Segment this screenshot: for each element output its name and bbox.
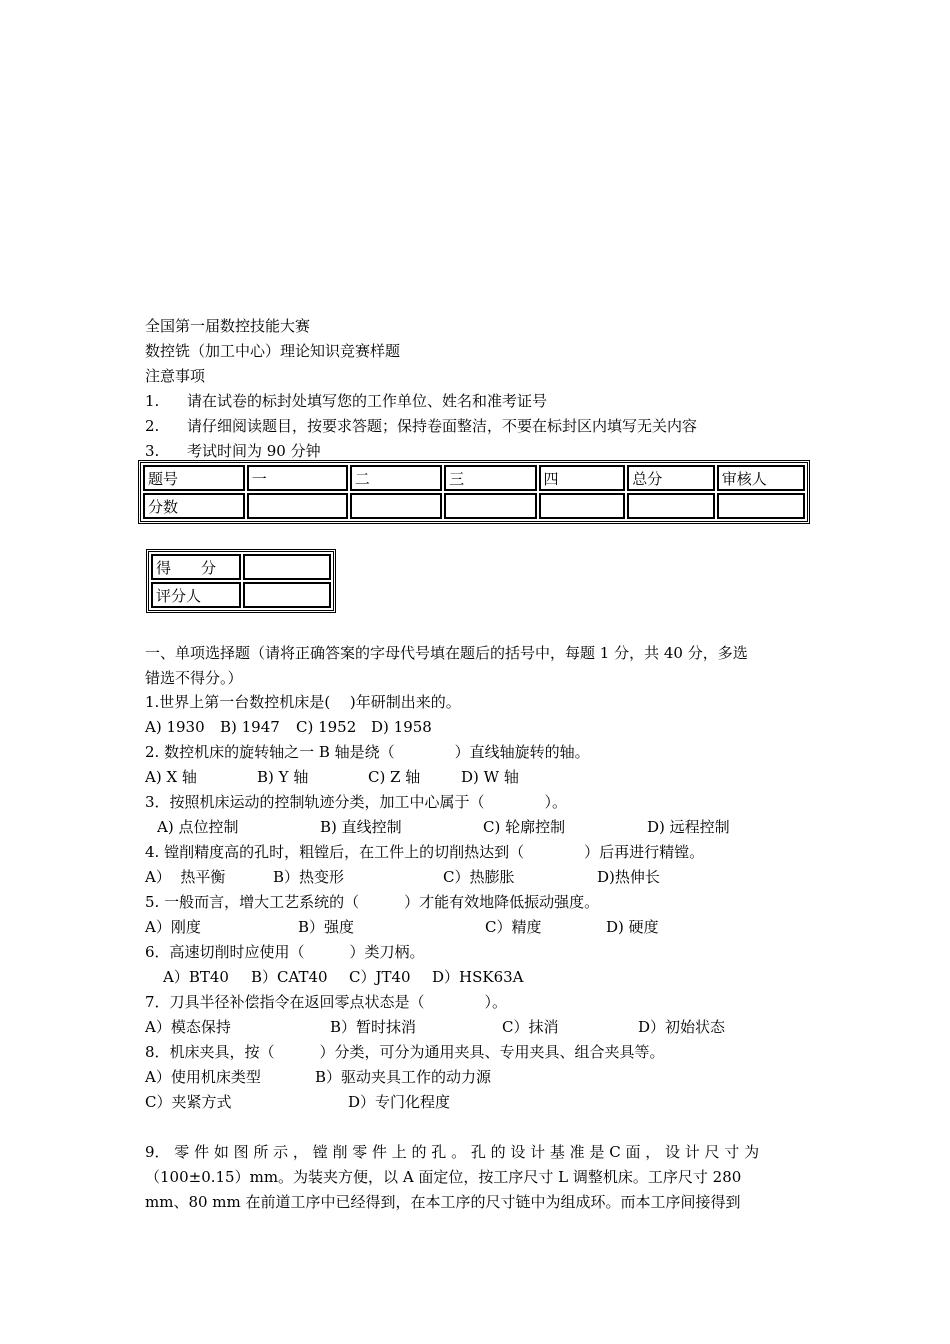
q7-option-b: B）暂时抹消 — [330, 1018, 417, 1036]
score-input-cell[interactable] — [627, 493, 714, 519]
score-table-header-row — [143, 465, 805, 491]
notice-text: 考试时间为 90 分钟 — [187, 442, 321, 460]
question-9-line: 9． 零 件 如 图 所 示 ， 镗 削 零 件 上 的 孔 。 孔 的 设 计 基 准 是 C 面 ， 设 计 尺 寸 为 — [145, 1143, 760, 1161]
q6-option-a: A）BT40 — [163, 968, 229, 986]
grader-score-row — [151, 554, 331, 580]
q4-option-d: D)热伸长 — [597, 868, 660, 886]
q8-option-b: B）驱动夹具工作的动力源 — [315, 1068, 492, 1086]
q2-option-d: D) W 轴 — [461, 768, 519, 786]
notice-item — [145, 441, 321, 461]
q6-option-b: B）CAT40 — [251, 968, 328, 986]
score-header-cell: 审核人 — [717, 465, 805, 491]
score-table — [138, 460, 810, 524]
q4-option-a: A） 热平衡 — [145, 868, 226, 886]
section1-heading-cont: 错选不得分。） — [145, 669, 243, 687]
q5-option-d: D) 硬度 — [606, 918, 659, 936]
q8-option-d: D）专门化程度 — [348, 1093, 451, 1111]
section1-heading: 一、单项选择题（请将正确答案的字母代号填在题后的括号中，每题 1 分，共 40 分，多选 — [145, 644, 748, 662]
score-header-cell: 总分 — [627, 465, 714, 491]
question-2: 2. 数控机床的旋转轴之一 B 轴是绕（ ）直线轴旋转的轴。 — [145, 743, 590, 761]
score-input-cell[interactable] — [444, 493, 536, 519]
grader-table — [146, 549, 336, 613]
q6-option-c: C）JT40 — [349, 968, 411, 986]
q8-option-c: C）夹紧方式 — [145, 1093, 232, 1111]
grader-name-row — [151, 582, 331, 608]
question-8: 8．机床夹具，按（ ）分类，可分为通用夹具、专用夹具、组合夹具等。 — [145, 1043, 665, 1061]
q3-option-a: A) 点位控制 — [157, 818, 239, 836]
q3-option-b: B) 直线控制 — [320, 818, 402, 836]
score-input-cell[interactable] — [539, 493, 626, 519]
question-6: 6．高速切削时应使用（ ）类刀柄。 — [145, 943, 425, 961]
score-header-cell: 题号 — [143, 465, 245, 491]
notice-number: 1. — [145, 392, 160, 410]
score-header-cell: 三 — [444, 465, 536, 491]
q1-option-c: C) 1952 — [296, 718, 357, 736]
notice-heading: 注意事项 — [145, 367, 206, 385]
q7-option-d: D）初始状态 — [638, 1018, 726, 1036]
q2-option-a: A) X 轴 — [145, 768, 197, 786]
q1-option-b: B) 1947 — [220, 718, 280, 736]
question-3: 3．按照机床运动的控制轨迹分类，加工中心属于（ ）。 — [145, 793, 568, 811]
notice-text: 请在试卷的标封处填写您的工作单位、姓名和准考证号 — [187, 392, 548, 410]
score-row-label: 分数 — [143, 493, 245, 519]
score-input-cell[interactable] — [247, 493, 348, 519]
q5-option-c: C）精度 — [485, 918, 542, 936]
notice-text: 请仔细阅读题目，按要求答题；保持卷面整洁，不要在标封区内填写无关内容 — [187, 417, 698, 435]
notice-item — [145, 391, 547, 411]
q4-option-b: B）热变形 — [273, 868, 345, 886]
question-9-line: mm、80 mm 在前道工序中已经得到，在本工序的尺寸链中为组成环。而本工序间接得到 — [145, 1193, 741, 1211]
grader-name-input[interactable] — [243, 582, 331, 608]
score-header-cell: 四 — [539, 465, 626, 491]
score-input-cell[interactable] — [350, 493, 442, 519]
score-table-score-row — [143, 493, 805, 519]
question-4: 4. 镗削精度高的孔时，粗镗后，在工件上的切削热达到（ ）后再进行精镗。 — [145, 843, 705, 861]
q2-option-b: B) Y 轴 — [257, 768, 309, 786]
q3-option-d: D) 远程控制 — [647, 818, 730, 836]
q1-option-a: A) 1930 — [145, 718, 205, 736]
q7-option-a: A）模态保持 — [145, 1018, 231, 1036]
question-1: 1.世界上第一台数控机床是( )年研制出来的。 — [145, 693, 461, 711]
score-header-cell: 一 — [247, 465, 348, 491]
score-input-cell[interactable] — [717, 493, 805, 519]
q5-option-a: A）刚度 — [145, 918, 201, 936]
notice-number: 3. — [145, 442, 160, 460]
question-7: 7．刀具半径补偿指令在返回零点状态是（ ）。 — [145, 993, 508, 1011]
q3-option-c: C) 轮廓控制 — [483, 818, 566, 836]
notice-item — [145, 416, 697, 436]
question-5: 5. 一般而言，增大工艺系统的（ ）才能有效地降低振动强度。 — [145, 893, 600, 911]
q8-option-a: A）使用机床类型 — [145, 1068, 261, 1086]
notice-number: 2. — [145, 417, 160, 435]
q1-option-d: D) 1958 — [371, 718, 432, 736]
q7-option-c: C）抹消 — [502, 1018, 559, 1036]
q4-option-c: C）热膨胀 — [443, 868, 515, 886]
exam-title: 全国第一届数控技能大赛 — [145, 317, 311, 335]
question-9-line: （100±0.15）mm。为装夹方便，以 A 面定位，按工序尺寸 L 调整机床。工序尺寸 280 — [145, 1168, 742, 1186]
grader-score-label: 得 分 — [151, 554, 241, 580]
q5-option-b: B）强度 — [298, 918, 355, 936]
grader-name-label: 评分人 — [151, 582, 241, 608]
exam-subtitle: 数控铣（加工中心）理论知识竞赛样题 — [145, 342, 401, 360]
q2-option-c: C) Z 轴 — [368, 768, 421, 786]
score-header-cell: 二 — [350, 465, 442, 491]
q6-option-d: D）HSK63A — [432, 968, 524, 986]
grader-score-input[interactable] — [243, 554, 331, 580]
